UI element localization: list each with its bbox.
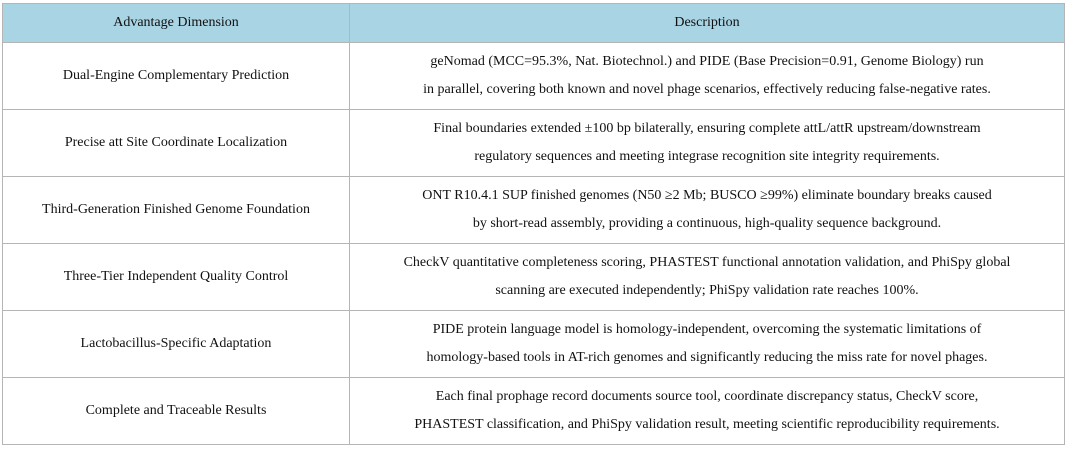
table-header [3,4,1065,43]
header-row [3,4,1065,43]
dimension-cell: Three-Tier Independent Quality Control [3,244,350,311]
description-cell [350,43,1065,110]
table-row [3,244,1065,311]
description-cell [350,311,1065,378]
description-line: CheckV quantitative completeness scoring, PHASTEST functional annotation validation, and PhiSpy global [403,255,1011,270]
description-line: homology-based tools in AT-rich genomes and significantly reducing the miss rate for novel phages. [426,350,988,365]
header-description: Description [350,4,1065,43]
dimension-cell: Dual-Engine Complementary Prediction [3,43,350,110]
description-cell [350,244,1065,311]
dimension-cell: Third-Generation Finished Genome Foundation [3,177,350,244]
description-line: PHASTEST classification, and PhiSpy validation result, meeting scientific reproducibility requirements. [414,417,1000,432]
table-row [3,311,1065,378]
table-row [3,378,1065,445]
table-row [3,110,1065,177]
description-line: by short-read assembly, providing a continuous, high-quality sequence background. [472,216,942,231]
description-line: geNomad (MCC=95.3%, Nat. Biotechnol.) and PIDE (Base Precision=0.91, Genome Biology) run [430,54,984,69]
description-line: Final boundaries extended ±100 bp bilaterally, ensuring complete attL/attR upstream/downstream [433,121,981,136]
advantage-table-container [2,3,1064,445]
description-cell [350,110,1065,177]
table-body [3,43,1065,445]
table-row [3,177,1065,244]
dimension-cell: Lactobacillus-Specific Adaptation [3,311,350,378]
description-line: in parallel, covering both known and novel phage scenarios, effectively reducing false-negative rates. [423,82,991,97]
advantage-table [2,3,1065,445]
dimension-cell: Complete and Traceable Results [3,378,350,445]
description-line: ONT R10.4.1 SUP finished genomes (N50 ≥2 Mb; BUSCO ≥99%) eliminate boundary breaks caused [422,188,992,203]
table-row [3,43,1065,110]
description-cell [350,378,1065,445]
header-advantage-dimension: Advantage Dimension [3,4,350,43]
description-line: regulatory sequences and meeting integrase recognition site integrity requirements. [474,149,940,164]
description-line: Each final prophage record documents source tool, coordinate discrepancy status, CheckV score, [435,389,979,404]
dimension-cell: Precise att Site Coordinate Localization [3,110,350,177]
description-line: PIDE protein language model is homology-independent, overcoming the systematic limitations of [432,322,982,337]
description-line: scanning are executed independently; PhiSpy validation rate reaches 100%. [495,283,919,298]
description-cell [350,177,1065,244]
